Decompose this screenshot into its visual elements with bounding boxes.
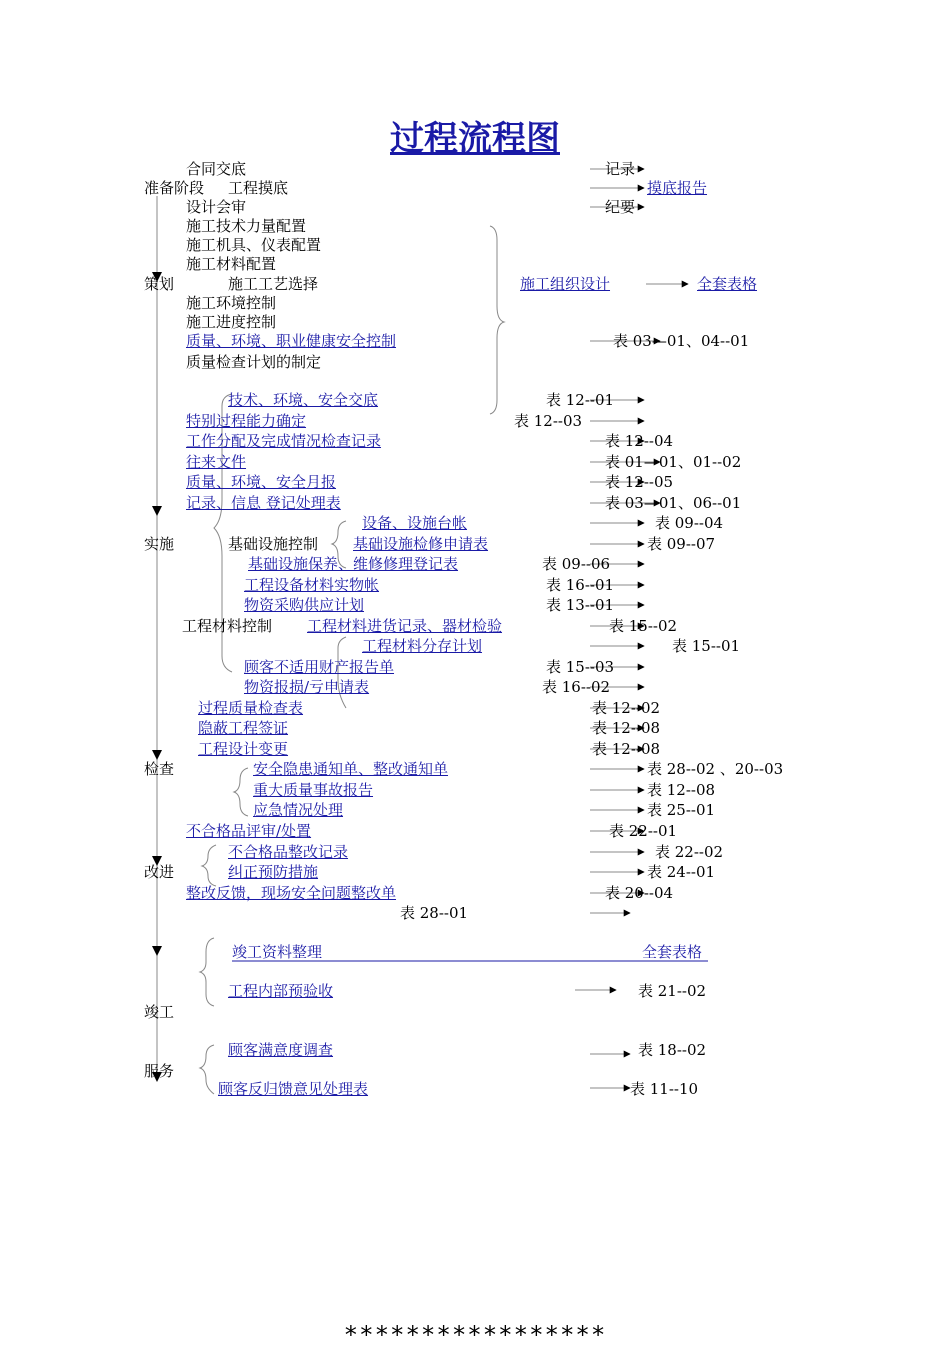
impl-equip-material-link[interactable]: 工程设备材料实物帐 <box>244 576 380 594</box>
insp-process-qc-link[interactable]: 过程质量检查表 <box>198 699 304 717</box>
impl-material-ctrl: 工程材料控制 <box>182 617 273 635</box>
comp-pre-acceptance-form: 表 21--02 <box>638 982 707 1000</box>
comp-documents-link[interactable]: 竣工资料整理 <box>232 943 323 961</box>
plan-full-forms-link[interactable]: 全套表格 <box>697 275 758 293</box>
impl-loss-report-link[interactable]: 物资报损/亏申请表 <box>244 678 370 696</box>
impl-infra-repair-form: 表 09--07 <box>647 535 716 553</box>
stage-completion: 竣工 <box>144 1003 175 1021</box>
impr-corrective-form: 表 24--01 <box>647 863 716 881</box>
footer-asterisks: ***************** <box>343 1321 607 1349</box>
impl-incoming-link[interactable]: 往来文件 <box>186 453 247 471</box>
impl-incoming-form: 表 01—01、01--02 <box>605 453 742 471</box>
impl-special-link[interactable]: 特别过程能力确定 <box>186 412 307 430</box>
impl-material-inspect-link[interactable]: 工程材料进货记录、器材检验 <box>307 617 503 635</box>
impr-nonconform-review-form: 表 22--01 <box>609 822 678 840</box>
impl-equip-ledger-link[interactable]: 设备、设施台帐 <box>362 514 468 532</box>
plan-tech-force: 施工技术力量配置 <box>186 217 307 235</box>
impl-briefing-link[interactable]: 技术、环境、安全交底 <box>228 391 379 409</box>
insp-emergency-form: 表 25--01 <box>647 801 716 819</box>
impl-infra-maint-link[interactable]: 基础设施保养、维修修理登记表 <box>248 555 459 573</box>
stage-prep: 准备阶段 <box>144 179 205 197</box>
prep-minutes: 纪要 <box>605 198 636 216</box>
impl-monthly-form: 表 12--05 <box>605 473 674 491</box>
plan-qc-plan: 质量检查计划的制定 <box>186 353 322 371</box>
plan-qehs-link[interactable]: 质量、环境、职业健康安全控制 <box>186 332 397 350</box>
insp-concealed-form: 表 12--08 <box>592 719 661 737</box>
impl-work-alloc-link[interactable]: 工作分配及完成情况检查记录 <box>186 432 382 450</box>
comp-pre-acceptance-link[interactable]: 工程内部预验收 <box>228 982 334 1000</box>
plan-process: 施工工艺选择 <box>228 275 319 293</box>
stage-inspection: 检查 <box>144 760 175 778</box>
plan-environment: 施工环境控制 <box>186 294 277 312</box>
plan-machinery: 施工机具、仪表配置 <box>186 236 322 254</box>
impl-purchase-form: 表 13--01 <box>546 596 615 614</box>
impl-material-plan-form: 表 15--01 <box>672 637 741 655</box>
svc-satisfaction-form: 表 18--02 <box>638 1041 707 1059</box>
prep-survey: 工程摸底 <box>228 179 289 197</box>
impr-corrective-link[interactable]: 纠正预防措施 <box>228 863 319 881</box>
impl-material-inspect-form: 表 15--02 <box>609 617 678 635</box>
insp-process-qc-form: 表 12--02 <box>592 699 661 717</box>
stage-implementation: 实施 <box>144 535 175 553</box>
insp-hazard-link[interactable]: 安全隐患通知单、整改通知单 <box>253 760 449 778</box>
impl-infra-ctrl: 基础设施控制 <box>228 535 319 553</box>
svc-complaints-form: 表 11--10 <box>630 1080 699 1098</box>
prep-contract: 合同交底 <box>186 160 247 178</box>
impl-infra-maint-form: 表 09--06 <box>542 555 611 573</box>
impr-feedback-link[interactable]: 整改反馈，现场安全问题整改单 <box>186 884 397 902</box>
insp-major-accident-form: 表 12--08 <box>647 781 716 799</box>
insp-major-accident-link[interactable]: 重大质量事故报告 <box>253 781 374 799</box>
prep-survey-report-link[interactable]: 摸底报告 <box>647 179 708 197</box>
impl-customer-property-form: 表 15--03 <box>546 658 615 676</box>
impl-briefing-form: 表 12--01 <box>546 391 615 409</box>
plan-org-design-link[interactable]: 施工组织设计 <box>520 275 611 293</box>
insp-emergency-link[interactable]: 应急情况处理 <box>253 801 344 819</box>
stage-service: 服务 <box>144 1062 175 1080</box>
impl-monthly-link[interactable]: 质量、环境、安全月报 <box>186 473 337 491</box>
impr-extra-form: 表 28--01 <box>400 904 469 922</box>
impr-nonconform-record-link[interactable]: 不合格品整改记录 <box>228 843 349 861</box>
svc-satisfaction-link[interactable]: 顾客满意度调查 <box>228 1041 334 1059</box>
impl-special-form: 表 12--03 <box>514 412 583 430</box>
impl-purchase-link[interactable]: 物资采购供应计划 <box>244 596 365 614</box>
impr-nonconform-record-form: 表 22--02 <box>655 843 724 861</box>
impl-records-form: 表 03—01、06--01 <box>605 494 742 512</box>
impl-work-alloc-form: 表 12--04 <box>605 432 674 450</box>
insp-concealed-link[interactable]: 隐蔽工程签证 <box>198 719 289 737</box>
plan-materials: 施工材料配置 <box>186 255 277 273</box>
impl-equip-ledger-form: 表 09--04 <box>655 514 724 532</box>
insp-design-change-link[interactable]: 工程设计变更 <box>198 740 289 758</box>
plan-form-03: 表 03—01、04--01 <box>613 332 750 350</box>
insp-design-change-form: 表 12--08 <box>592 740 661 758</box>
impl-infra-repair-link[interactable]: 基础设施检修申请表 <box>353 535 489 553</box>
comp-documents-forms-link[interactable]: 全套表格 <box>642 943 703 961</box>
impr-feedback-form: 表 20--04 <box>605 884 674 902</box>
impl-equip-material-form: 表 16--01 <box>546 576 615 594</box>
svc-complaints-link[interactable]: 顾客反归馈意见处理表 <box>218 1080 369 1098</box>
stage-improvement: 改进 <box>144 863 175 881</box>
prep-record: 记录 <box>605 160 636 178</box>
impl-loss-report-form: 表 16--02 <box>542 678 611 696</box>
insp-hazard-form: 表 28--02 、20--03 <box>647 760 784 778</box>
impl-material-plan-link[interactable]: 工程材料分存计划 <box>362 637 483 655</box>
impl-customer-property-link[interactable]: 顾客不适用财产报告单 <box>244 658 395 676</box>
impl-records-link[interactable]: 记录、信息 登记处理表 <box>186 494 341 512</box>
stage-planning: 策划 <box>144 275 175 293</box>
impr-nonconform-review-link[interactable]: 不合格品评审/处置 <box>186 822 312 840</box>
document-title[interactable]: 过程流程图 <box>390 119 560 159</box>
prep-design-review: 设计会审 <box>186 198 247 216</box>
plan-schedule: 施工进度控制 <box>186 313 277 331</box>
